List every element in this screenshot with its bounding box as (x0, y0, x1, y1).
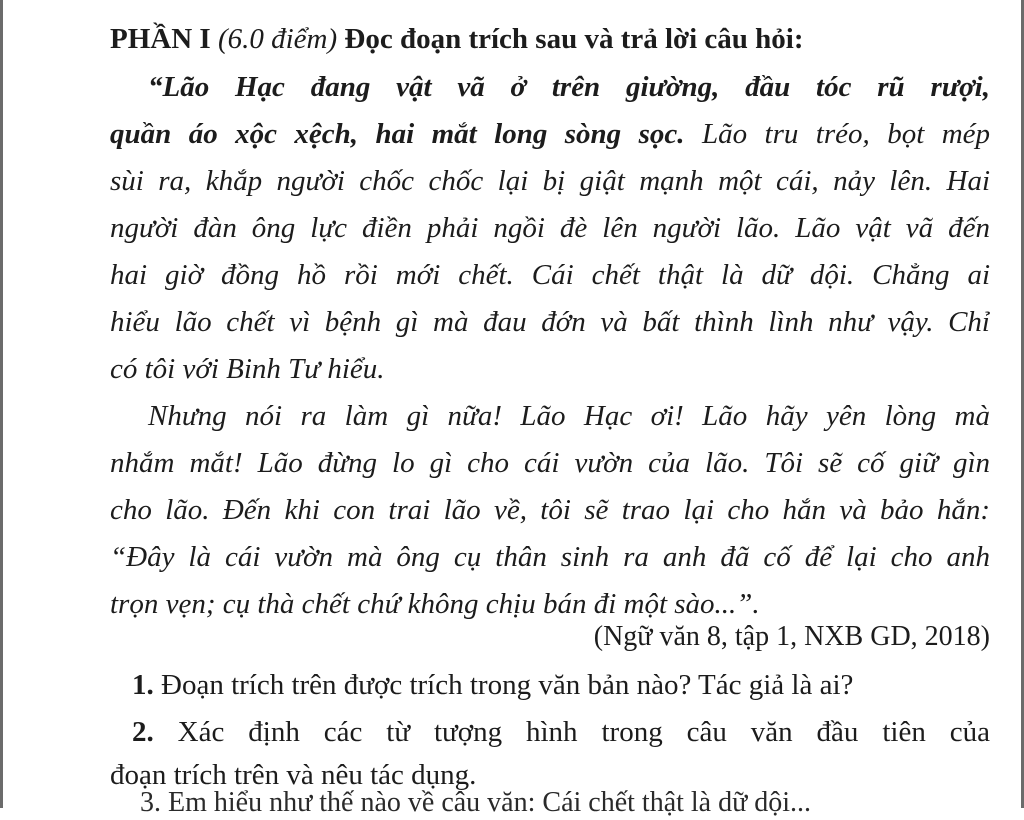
passage-line (110, 117, 990, 151)
passage-bold-phrase: quần áo xộc xệch, hai mắt long sòng sọc. (110, 118, 685, 150)
passage-line: Nhưng nói ra làm gì nữa! Lão Hạc ơi! Lão hãy yên lòng mà (148, 400, 990, 432)
section-heading (110, 22, 990, 56)
passage-line: người đàn ông lực điền phải ngồi đè lên người lão. Lão vật vã đến (110, 212, 990, 244)
score-label: (6.0 điểm) (217, 23, 338, 55)
left-page-border (0, 0, 3, 808)
instruction-text: Đọc đoạn trích sau và trả lời câu hỏi: (344, 23, 804, 55)
question-2 (132, 715, 990, 749)
question-number: 1. (132, 669, 154, 701)
cut-off-text: 3. Em hiểu như thế nào về câu văn: Cái chết thật là dữ dội... (140, 787, 812, 818)
passage-line: trọn vẹn; cụ thà chết chứ không chịu bán đi một sào...”. (110, 588, 760, 620)
passage-line: có tôi với Binh Tư hiểu. (110, 353, 385, 385)
question-number: 2. (132, 716, 154, 748)
part-label: PHẦN I (110, 23, 211, 55)
passage-line: “Lão Hạc đang vật vã ở trên giường, đầu tóc rũ rượi, (148, 71, 990, 103)
passage-line: cho lão. Đến khi con trai lão về, tôi sẽ trao lại cho hắn và bảo hắn: (110, 494, 990, 526)
passage-text: Lão tru tréo, bọt mép (684, 118, 991, 150)
question-text: Đoạn trích trên được trích trong văn bản nào? Tác giả là ai? (153, 669, 854, 701)
question-text: Xác định các từ tượng hình trong câu văn đầu tiên của (153, 716, 990, 748)
question-2-continuation: đoạn trích trên và nêu tác dụng. (110, 759, 477, 791)
cut-off-line (140, 787, 990, 818)
passage-line: hai giờ đồng hồ rồi mới chết. Cái chết thật là dữ dội. Chẳng ai (110, 259, 990, 291)
question-1 (132, 668, 990, 702)
passage-line: sùi ra, khắp người chốc chốc lại bị giật mạnh một cái, nảy lên. Hai (110, 165, 990, 197)
passage-line: “Đây là cái vườn mà ông cụ thân sinh ra anh đã cố để lại cho anh (110, 541, 990, 573)
passage-line: nhắm mắt! Lão đừng lo gì cho cái vườn của lão. Tôi sẽ cố giữ gìn (110, 447, 990, 479)
source-citation: (Ngữ văn 8, tập 1, NXB GD, 2018) (593, 621, 990, 652)
passage-line: hiểu lão chết vì bệnh gì mà đau đớn và bất thình lình như vậy. Chỉ (110, 306, 990, 338)
